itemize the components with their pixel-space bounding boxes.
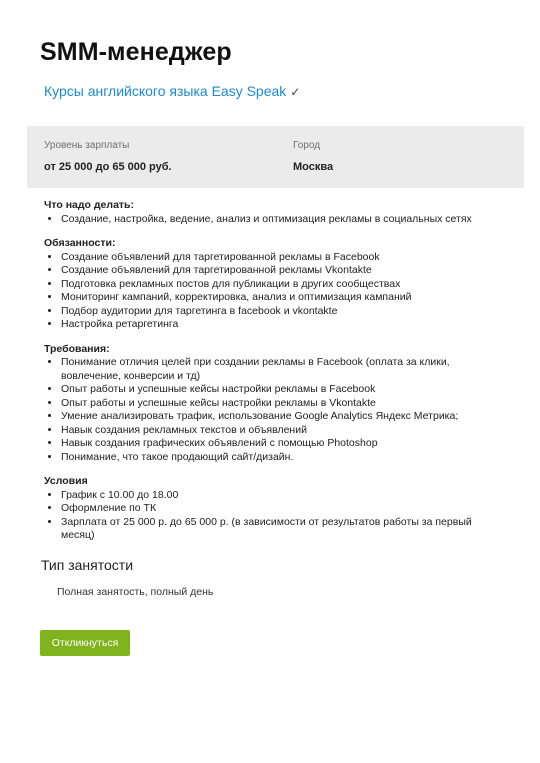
list-item: • Зарплата от 25 000 р. до 65 000 р. (в зависимости от результатов работы за первый месяц) — [61, 516, 484, 543]
job-description — [44, 199, 484, 554]
list-item: • Создание объявлений для таргетированной рекламы в Facebook — [61, 251, 484, 265]
city-label: Город — [293, 140, 321, 151]
city-block — [293, 140, 333, 173]
list-item: • Навык создания графических объявлений с помощью Photoshop — [61, 437, 484, 451]
list-item: • Понимание, что такое продающий сайт/дизайн. — [61, 451, 484, 465]
company-row — [44, 83, 300, 99]
company-link[interactable]: Курсы английского языка Easy Speak — [44, 83, 287, 99]
salary-value: от 25 000 до 65 000 руб. — [44, 161, 172, 173]
list-item: • Подготовка рекламных постов для публикации в других сообществах — [61, 278, 484, 292]
section-heading: Что надо делать: — [44, 199, 134, 211]
checkmark-icon: ✓ — [290, 85, 301, 99]
list-item: • Создание объявлений для таргетированной рекламы Vkontakte — [61, 264, 484, 278]
description-section — [44, 343, 484, 465]
salary-label: Уровень зарплаты — [44, 140, 130, 151]
list-item: • Создание, настройка, ведение, анализ и оптимизация рекламы в социальных сетях — [61, 213, 484, 227]
description-section — [44, 475, 484, 543]
description-section — [44, 199, 484, 226]
list-item: • График с 10.00 до 18.00 — [61, 489, 484, 503]
section-list — [44, 251, 484, 332]
section-list — [44, 489, 484, 543]
list-item: • Настройка ретаргетинга — [61, 318, 484, 332]
list-item: • Опыт работы и успешные кейсы настройки рекламы в Vkontakte — [61, 397, 484, 411]
job-info-panel — [27, 126, 524, 188]
section-list — [44, 356, 484, 464]
job-title: SMM-менеджер — [40, 38, 232, 66]
section-heading: Требования: — [44, 342, 110, 355]
section-heading: Обязанности: — [44, 237, 116, 249]
description-section — [44, 237, 484, 332]
list-item: • Опыт работы и успешные кейсы настройки рекламы в Facebook — [61, 383, 484, 397]
respond-button[interactable]: Откликнуться — [40, 630, 130, 656]
list-item: • Умение анализировать трафик, использование Google Analytics Яндекс Метрика; — [61, 410, 484, 424]
employment-type-value: Полная занятость, полный день — [57, 586, 214, 598]
list-item: • Навык создания рекламных текстов и объявлений — [61, 424, 484, 438]
employment-type-heading: Тип занятости — [41, 557, 134, 573]
section-list — [44, 213, 484, 227]
salary-block — [44, 140, 172, 173]
list-item: • Мониторинг кампаний, корректировка, анализ и оптимизация кампаний — [61, 291, 484, 305]
city-value: Москва — [293, 161, 334, 173]
list-item: • Подбор аудитории для таргетинга в facebook и vkontakte — [61, 305, 484, 319]
list-item: • Понимание отличия целей при создании рекламы в Facebook (оплата за клики, вовлечение, конверсии и тд) — [61, 356, 484, 383]
list-item: • Оформление по ТК — [61, 502, 484, 516]
section-heading: Условия — [44, 475, 88, 487]
